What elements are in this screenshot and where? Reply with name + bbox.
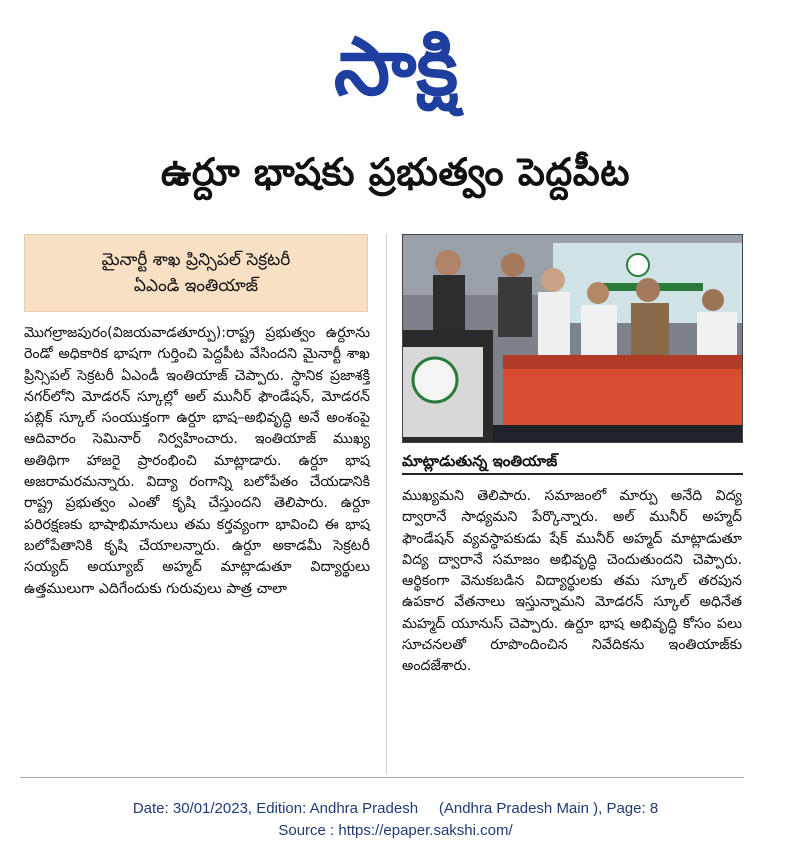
- sakshi-logo: [281, 8, 511, 120]
- footer-rule: [20, 777, 744, 778]
- article-body-right: [402, 486, 742, 776]
- article-body-left: [24, 323, 370, 773]
- seminar-photo-illustration: [403, 235, 743, 443]
- footer-date-edition: Date: 30/01/2023, Edition: Andhra Pradesh (Andhra Pradesh Main ), Page: 8: [132, 800, 659, 817]
- photo-caption: మాట్లాడుతున్న ఇంతియాజ్: [402, 449, 743, 475]
- subheadline-line2: ఏఎండి ఇంతియాజ్: [133, 276, 259, 296]
- subheadline-line1: మైనార్టీ శాఖ ప్రిన్సిపల్ సెక్రటరీ: [101, 250, 291, 270]
- logo-text: సాక్షి: [333, 20, 458, 113]
- dateline: మొగల్రాజపురం(విజయవాడతూర్పు):: [24, 325, 227, 341]
- subheadline-box: [24, 234, 368, 312]
- footer: [0, 798, 791, 842]
- headline: ఉర్దూ భాషకు ప్రభుత్వం పెద్దపీట: [160, 150, 631, 194]
- body-right-text: ముఖ్యమని తెలిపారు. సమాజంలో మార్పు అనేది విద్య ద్వారానే సాధ్యమని పేర్కొన్నారు. అల్ మునీర్ అహ్మద్ ఫౌండేషన్ వ్యవస్థాపకుడు షేక్ మునీర్ అహ్మద్ మాట్లాడుతూ విద్య ద్వారానే సమాజం అభివృద్ధి చెందుతుందని చెప్పారు. ఆర్థికంగా వెనుకబడిన విద్యార్థులకు తమ స్కూల్ తరపున ఉపకార వేతనాలు ఇస్తున్నామని మోడరన్ స్కూల్ అధినేత మహ్మద్ యూనుస్ చెప్పారు. ఉర్దూ భాష అభివృద్ధి కోసం పలు సూచనలతో రూపొందించిన నివేదికను ఇంతియాజ్‌కు అందజేశారు.: [402, 488, 742, 675]
- body-left-text: రాష్ట్ర ప్రభుత్వం ఉర్దూను రెండో అధికారిక భాషగా గుర్తించి పెద్దపీట వేసిందని మైనార్టీ శాఖ ప్రిన్సిపల్ సెక్రటరీ ఏఎండీ ఇంతియాజ్ చెప్పారు. స్థానిక ప్రజాశక్తి నగర్‌లోని మోడరన్ స్కూల్లో అల్ మునీర్ ఫౌండేషన్, మోడరన్ పబ్లిక్ స్కూల్ సంయుక్తంగా ఉర్దూ భాష–అభివృద్ధి అనే అంశంపై ఆదివారం సెమినార్ నిర్వహించారు. ఇంతియాజ్ ముఖ్య అతిథిగా హాజరై ప్రారంభించి మాట్లాడారు. ఉర్దూ భాష అజరామరమన్నారు. విద్యా రంగాన్ని బలోపేతం చేయడానికి రాష్ట్ర ప్రభుత్వం ఎంతో కృషి చేస్తుందని తెలిపారు. ఉర్దూ పరిరక్షణకు భాషాభిమానులు తమ కర్తవ్యంగా భావించి ఈ భాష బలోపేతానికి కృషి చేయాలన్నారు. ఉర్దూ అకాడమీ సెక్రటరీ సయ్యద్ అయ్యూబ్ అహ్మద్ మాట్లాడుతూ విద్యార్థులు ఉత్తములుగా ఎదిగేందుకు గురువులు పాత్ర చాలా: [24, 325, 370, 597]
- footer-source: Source : https://epaper.sakshi.com/: [278, 822, 513, 839]
- article-photo: [402, 234, 743, 443]
- masthead: [0, 8, 791, 126]
- column-divider: [386, 234, 387, 774]
